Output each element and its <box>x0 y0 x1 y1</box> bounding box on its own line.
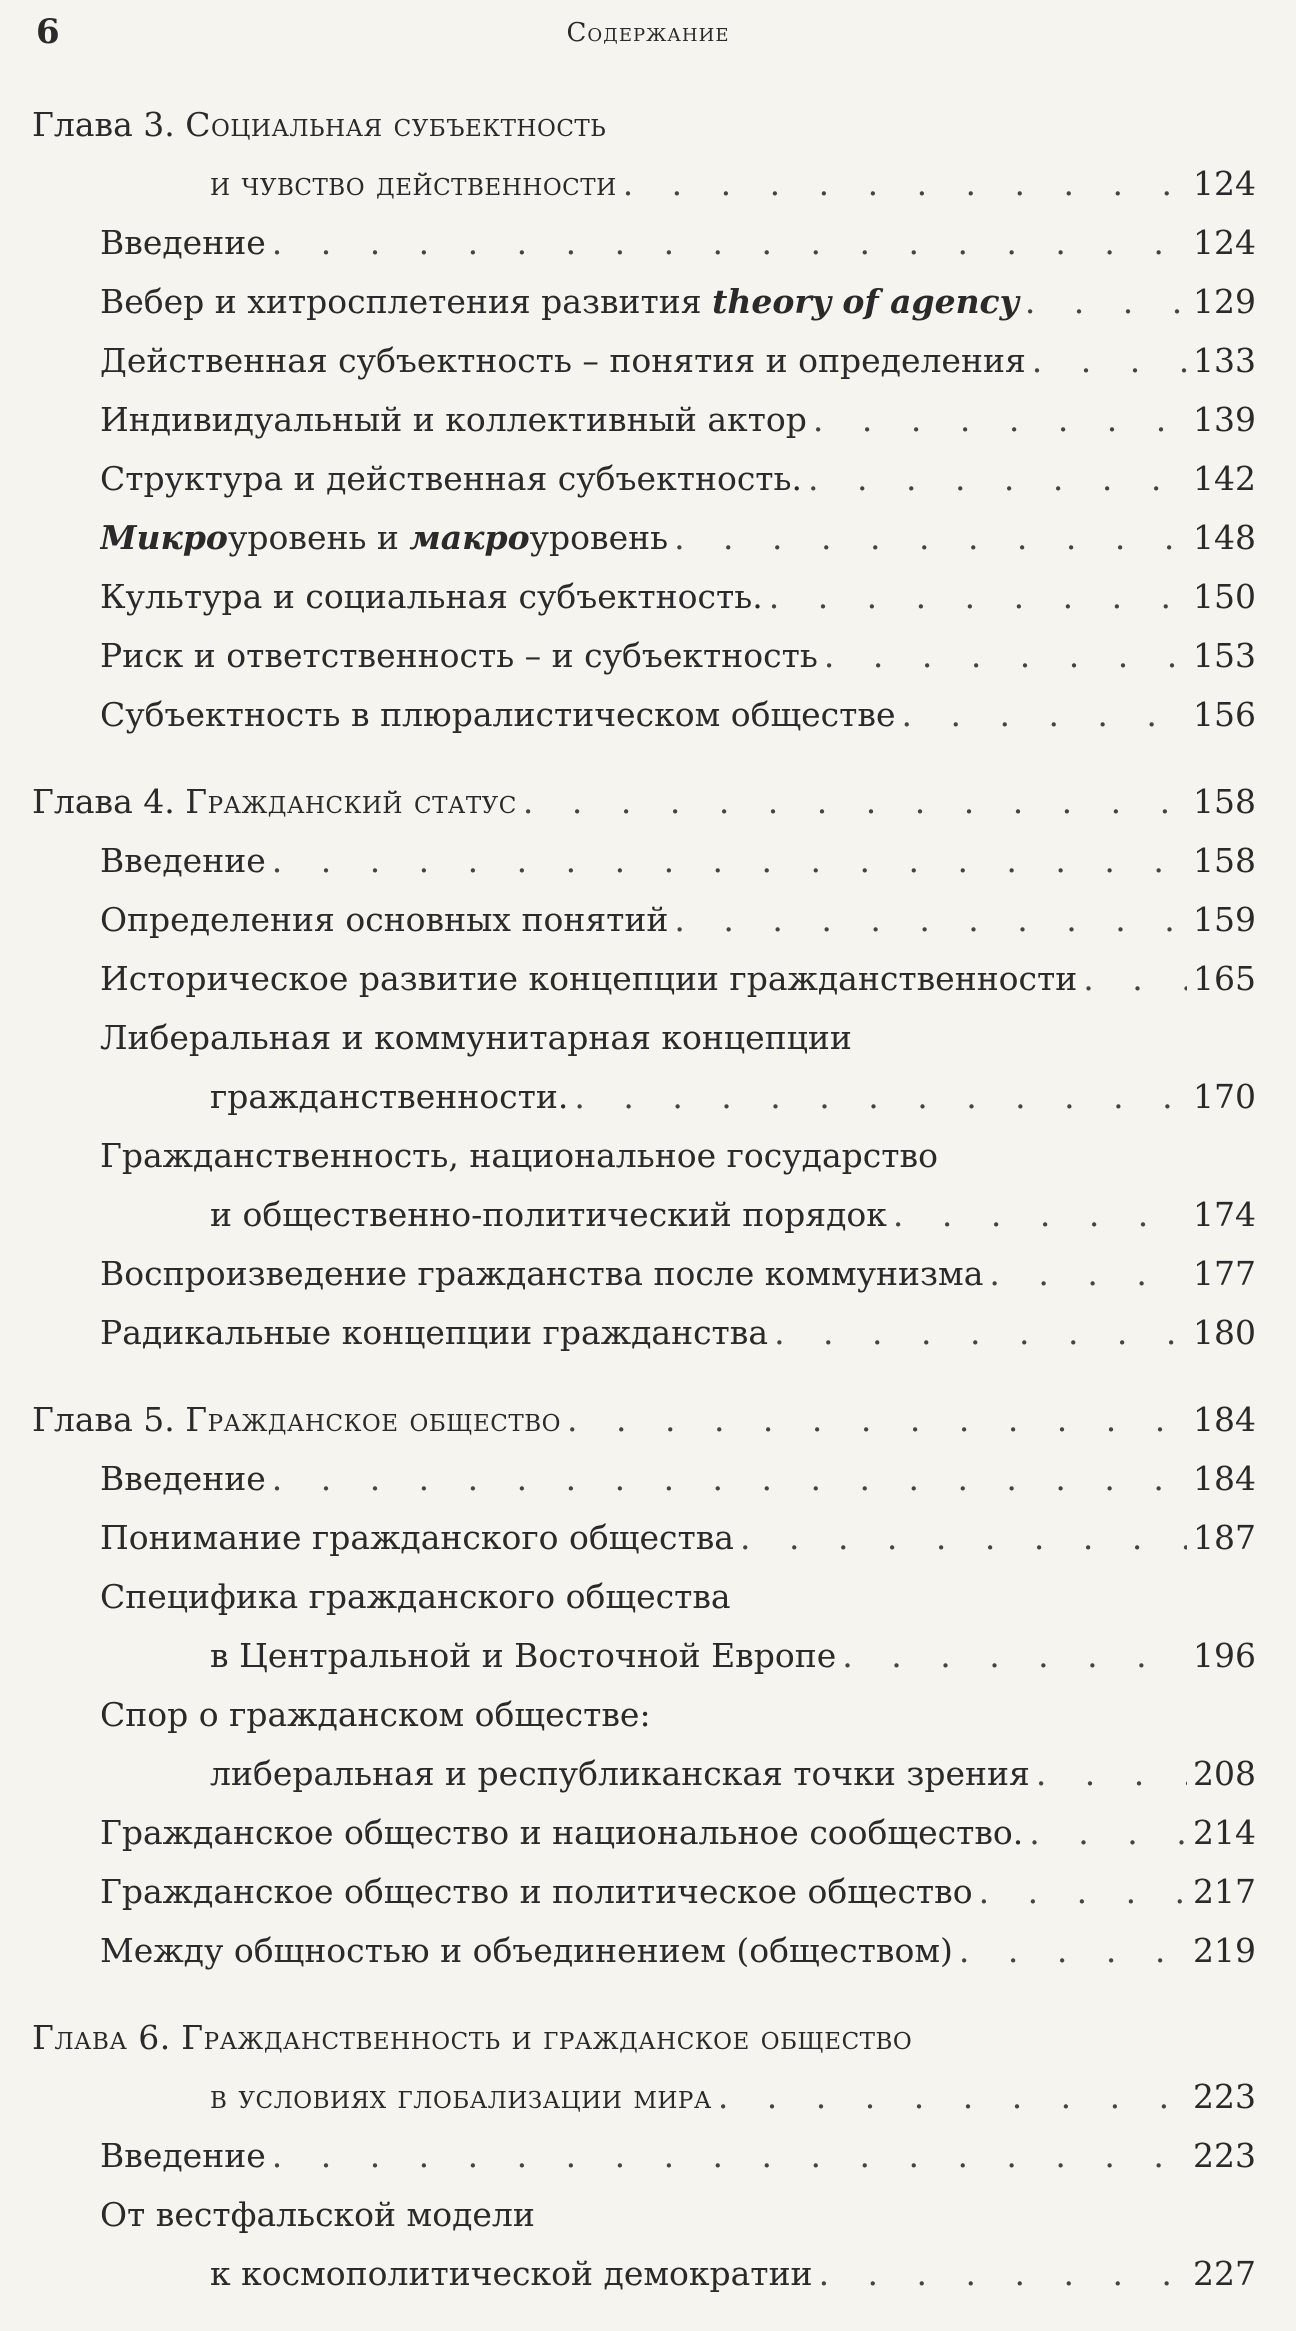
leader-dots <box>674 508 1187 567</box>
leader-dots <box>574 1067 1187 1126</box>
page-ref: 150 <box>1193 577 1256 616</box>
page-ref: 133 <box>1193 341 1256 380</box>
leader-dots <box>740 1508 1187 1567</box>
chapter-6 <box>0 2008 1296 2303</box>
entry-title-cont: в Центральной и Восточной Европе <box>210 1636 837 1675</box>
page-ref: 159 <box>1193 900 1256 939</box>
page-ref: 217 <box>1193 1872 1256 1911</box>
leader-dots <box>718 2067 1187 2126</box>
chapter-title-cont: и чувство действенности <box>210 164 617 203</box>
entry-title-emphasis: theory of agency <box>712 282 1019 321</box>
page-ref: 187 <box>1193 1518 1256 1557</box>
entry-title-cont: к космополитической демократии <box>210 2254 813 2293</box>
page-ref: 170 <box>1193 1077 1256 1116</box>
entry-title-cont: либеральная и республиканская точки зрения <box>210 1754 1030 1793</box>
leader-dots <box>813 390 1187 449</box>
page-number: 6 <box>36 12 60 52</box>
toc-entry <box>0 213 1296 272</box>
page-ref: 214 <box>1193 1813 1256 1852</box>
entry-title: Введение <box>100 223 266 262</box>
toc-entry <box>0 1803 1296 1862</box>
chapter-heading <box>0 95 1296 213</box>
leader-dots <box>989 1244 1187 1303</box>
leader-dots <box>769 567 1187 626</box>
page-ref: 124 <box>1193 164 1256 203</box>
toc-entry <box>0 390 1296 449</box>
entry-title: Воспроизведение гражданства после коммунизма <box>100 1254 984 1293</box>
page-ref: 208 <box>1193 1754 1256 1793</box>
leader-dots <box>272 1449 1187 1508</box>
entry-title: Культура и социальная субъектность. <box>100 577 763 616</box>
entry-title: Спор о гражданском обществе: <box>100 1695 651 1734</box>
page-ref: 180 <box>1193 1313 1256 1352</box>
entry-title-emphasis: Микро <box>100 518 228 557</box>
page-ref: 184 <box>1193 1459 1256 1498</box>
page-ref: 184 <box>1193 1400 1256 1439</box>
entry-title: Историческое развитие концепции гражданственности <box>100 959 1078 998</box>
entry-title-cont: гражданственности. <box>210 1077 569 1116</box>
entry-title: Введение <box>100 841 266 880</box>
entry-title: Индивидуальный и коллективный актор <box>100 400 807 439</box>
toc-entry <box>0 2126 1296 2185</box>
toc-entry <box>0 449 1296 508</box>
chapter-label: Глава 5. <box>32 1400 175 1439</box>
leader-dots <box>674 890 1187 949</box>
toc-entry <box>0 890 1296 949</box>
entry-title: Введение <box>100 1459 266 1498</box>
toc-entry <box>0 2185 1296 2303</box>
leader-dots <box>1083 949 1187 1008</box>
chapter-title: Социальная субъектность <box>185 105 607 144</box>
page-ref: 148 <box>1193 518 1256 557</box>
page-ref: 223 <box>1193 2077 1256 2116</box>
leader-dots <box>808 449 1187 508</box>
page-ref: 129 <box>1193 282 1256 321</box>
toc-entry <box>0 272 1296 331</box>
page-ref: 158 <box>1193 841 1256 880</box>
entry-title: уровень <box>529 518 669 557</box>
leader-dots <box>623 154 1187 213</box>
toc-entry <box>0 1508 1296 1567</box>
page-ref: 156 <box>1193 695 1256 734</box>
chapter-label: Глава 6. <box>32 2018 171 2057</box>
entry-title: Субъектность в плюралистическом обществе <box>100 695 896 734</box>
toc-entry <box>0 685 1296 744</box>
toc-entry <box>0 1126 1296 1244</box>
toc-entry <box>0 949 1296 1008</box>
page-ref: 174 <box>1193 1195 1256 1234</box>
entry-title: Структура и действенная субъектность. <box>100 459 803 498</box>
entry-title: Либеральная и коммунитарная концепции <box>100 1018 852 1057</box>
chapter-5 <box>0 1390 1296 1980</box>
chapter-label: Глава 3. <box>32 105 175 144</box>
toc-entry <box>0 1921 1296 1980</box>
chapter-heading <box>0 1390 1296 1449</box>
page-ref: 177 <box>1193 1254 1256 1293</box>
leader-dots <box>824 626 1187 685</box>
entry-title: Действенная субъектность – понятия и определения <box>100 341 1026 380</box>
leader-dots <box>819 2244 1187 2303</box>
page-ref: 219 <box>1193 1931 1256 1970</box>
page-ref: 223 <box>1193 2136 1256 2175</box>
running-title: Содержание <box>566 18 730 48</box>
entry-title: Риск и ответственность – и субъектность <box>100 636 818 675</box>
leader-dots <box>272 213 1187 272</box>
leader-dots <box>842 1626 1187 1685</box>
page-header <box>0 12 1296 62</box>
toc-entry <box>0 1244 1296 1303</box>
toc-entry <box>0 1449 1296 1508</box>
leader-dots <box>1025 272 1187 331</box>
page-ref: 139 <box>1193 400 1256 439</box>
entry-title: Гражданственность, национальное государство <box>100 1136 938 1175</box>
chapter-3 <box>0 95 1296 744</box>
chapter-heading <box>0 772 1296 831</box>
chapter-label: Глава 4. <box>32 782 175 821</box>
table-of-contents <box>0 95 1296 2331</box>
chapter-title: Гражданственность и гражданское общество <box>181 2018 913 2057</box>
entry-title: Между общностью и объединением (обществом) <box>100 1931 953 1970</box>
chapter-4 <box>0 772 1296 1362</box>
leader-dots <box>272 831 1187 890</box>
toc-entry <box>0 831 1296 890</box>
page-ref: 124 <box>1193 223 1256 262</box>
toc-entry <box>0 1303 1296 1362</box>
toc-entry <box>0 626 1296 685</box>
leader-dots <box>272 2126 1187 2185</box>
entry-title: Гражданское общество и национальное сообщество. <box>100 1813 1024 1852</box>
entry-title: Радикальные концепции гражданства <box>100 1313 769 1352</box>
toc-entry <box>0 1862 1296 1921</box>
leader-dots <box>1029 1803 1187 1862</box>
entry-title: Введение <box>100 2136 266 2175</box>
entry-title: От вестфальской модели <box>100 2195 535 2234</box>
chapter-title-cont: в условиях глобализации мира <box>210 2077 712 2116</box>
toc-entry <box>0 1685 1296 1803</box>
leader-dots <box>959 1921 1187 1980</box>
page-ref: 196 <box>1193 1636 1256 1675</box>
toc-entry <box>0 567 1296 626</box>
leader-dots <box>902 685 1187 744</box>
leader-dots <box>1032 331 1187 390</box>
toc-entry <box>0 331 1296 390</box>
chapter-title: Гражданский статус <box>185 782 517 821</box>
entry-title: Определения основных понятий <box>100 900 669 939</box>
leader-dots <box>1036 1744 1187 1803</box>
leader-dots <box>893 1185 1187 1244</box>
page-ref: 153 <box>1193 636 1256 675</box>
toc-entry <box>0 508 1296 567</box>
toc-entry <box>0 1567 1296 1685</box>
toc-entry <box>0 1008 1296 1126</box>
chapter-heading <box>0 2008 1296 2126</box>
page-ref: 142 <box>1193 459 1256 498</box>
leader-dots <box>979 1862 1187 1921</box>
entry-title-emphasis: макро <box>409 518 530 557</box>
entry-title: уровень и <box>227 518 410 557</box>
entry-title: Специфика гражданского общества <box>100 1577 731 1616</box>
page-ref: 227 <box>1193 2254 1256 2293</box>
leader-dots <box>523 772 1187 831</box>
entry-title-cont: и общественно-политический порядок <box>210 1195 887 1234</box>
chapter-title: Гражданское общество <box>185 1400 562 1439</box>
page-ref: 158 <box>1193 782 1256 821</box>
entry-title: Гражданское общество и политическое общество <box>100 1872 973 1911</box>
leader-dots <box>567 1390 1187 1449</box>
leader-dots <box>774 1303 1187 1362</box>
entry-title: Понимание гражданского общества <box>100 1518 734 1557</box>
page-ref: 165 <box>1193 959 1256 998</box>
entry-title: Вебер и хитросплетения развития <box>100 282 713 321</box>
